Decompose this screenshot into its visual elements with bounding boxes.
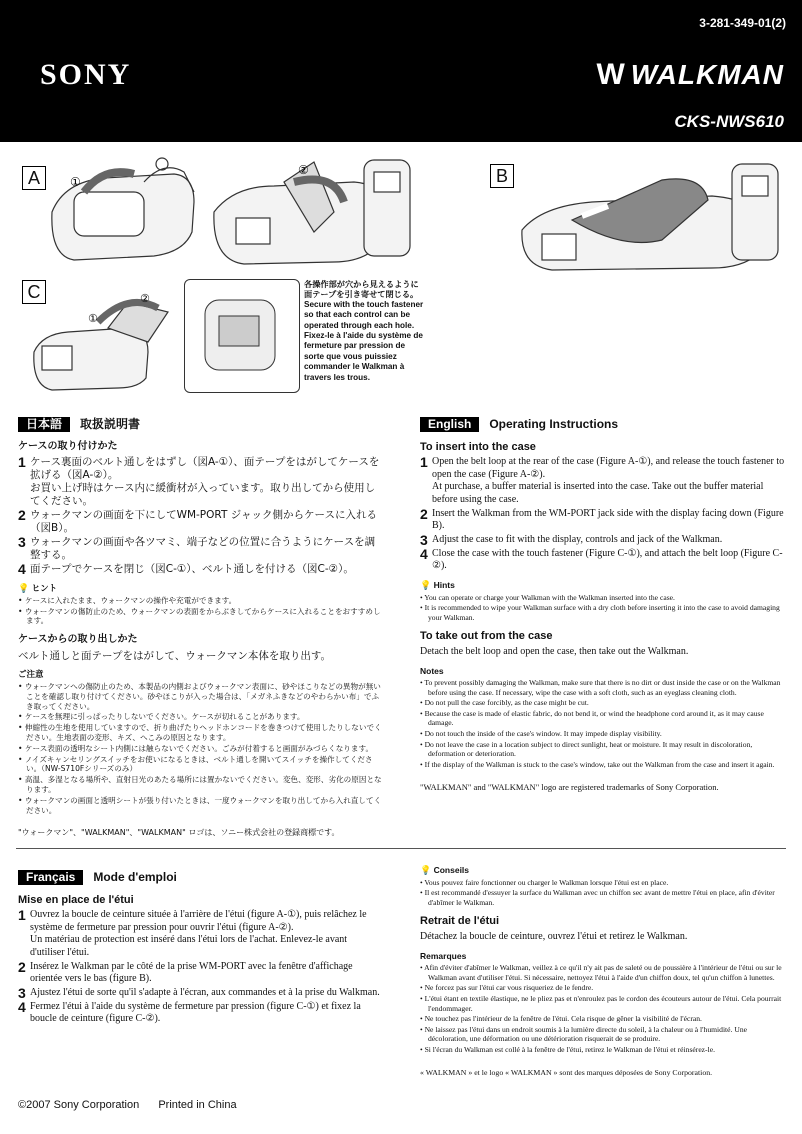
note-line: Fixez-le à l'aide du système de [304,331,423,341]
en-step-2: 2 Insert the Walkman from the WM-PORT jack side with the display facing down (Figure B). [420,505,784,532]
list-item: • To prevent possibly damaging the Walkman, make sure that there is no dirt or dust inside the case or on the Walkman before using the case. If necessary, wipe the case with a soft cloth, such as an eyeglass cleaning cloth. [420,678,781,697]
jp-step-3: 3 ウォークマンの画面や各ツマミ、端子などの位置に合うようにケースを調整する。 [18,534,376,562]
lightbulb-icon: 💡 [420,865,432,875]
note-line: Secure with the touch fastener [304,299,424,309]
fr-trademark: « WALKMAN » et le logo « WALKMAN » sont des marques déposées de Sony Corporation. [420,1067,713,1077]
french-section [18,870,384,1027]
fr-notes-list [420,963,786,1054]
japanese-badge: 日本語 [18,417,70,432]
en-notes-list [420,678,786,769]
figure-c-detail-box [184,279,300,393]
figure-c-note [304,279,434,383]
copyright: ©2007 Sony Corporation [18,1099,140,1111]
list-item: • ノイズキャンセリングスイッチをお使いになるときは、ベルト通しを開いてスイッチを操作してください。（NW-S710Fシリーズのみ） [18,754,373,774]
french-notes-section [420,864,786,1079]
jp-caution-heading: ご注意 [18,669,44,680]
step-1-mark: ① [70,175,81,189]
note-line: commander le Walkman à [304,362,405,372]
header-banner [0,0,802,142]
list-item: • 伸縮性の生地を使用していますので、折り曲げたりヘッドホンコードを巻きつけて使用したりしないでください。生地表面の変形、キズ、へこみの原因となります。 [18,723,382,742]
list-item: • You can operate or charge your Walkman with the Walkman inserted into the case. [420,592,675,602]
list-item: • ウォークマンの傷防止のため、ウォークマンの表面をからぶきしてからケースに入れることをおすすめします。 [18,606,381,626]
list-item: • ウォークマンへの傷防止のため、本製品の内側およびウォークマン表面に、砂やほこりなどの異物が無いことを確認し取り付けてください。砂やほこりが入った場合は、「メガネふきなどのやわらかい布」でふき取ってください。 [18,681,381,711]
figure-c-illustration [28,282,180,392]
english-section [420,417,786,794]
section-divider [16,848,786,849]
figure-a-illustration [44,152,474,276]
lightbulb-icon: 💡 [420,579,432,590]
jp-insert-heading: ケースの取り付けかた [18,440,118,452]
note-line: 各操作部が穴から見えるように [304,279,419,289]
list-item: • Afin d'éviter d'abîmer le Walkman, veillez à ce qu'il n'y ait pas de saleté ou de poussière à l'intérieur de l'étui ou sur le Walkman avant d'utiliser l'étui. Si nécessaire, nettoyez l'étui à l'aide d'un chiffon doux, tel qu'un chiffon à lunettes. [420,963,782,982]
fr-step-1: 1 Ouvrez la boucle de ceinture située à l'arrière de l'étui (figure A-①), puis relâchez le système de fermeture par pression pour ouvrir l'étui (figure A-②). Un matériau de protection est inséré dans l'étui lors de l'achat. Enlevez-le avant d'utiliser l'étui. [18,907,367,958]
list-item: • ケース表面の透明なシート内側には触らないでください。ごみが付着すると画面がみづらくなります。 [18,743,374,753]
list-item: • If the display of the Walkman is stuck to the case's window, take out the Walkman from the case and insert it again. [420,759,775,769]
fr-step-3: 3 Ajustez l'étui de sorte qu'il s'adapte à l'écran, aux commandes et à la prise du Walkman. [18,984,380,1001]
jp-remove-heading: ケースからの取り出しかた [18,634,138,646]
figure-label-b: B [490,164,514,188]
list-item: • ケースを無理に引っぱったりしないでください。ケースが切れることがあります。 [18,712,305,722]
fr-remove-text: Détachez la boucle de ceinture, ouvrez l'étui et retirez le Walkman. [420,930,688,942]
list-item: • Do not leave the case in a location subject to direct sunlight, heat or moisture. It may result in discoloration, deformation or deterioration. [420,739,753,759]
jp-remove-text: ベルト通しと面テープをはがして、ウォークマン本体を取り出す。 [18,649,332,662]
jp-hint-heading: 💡 ヒント [18,583,58,594]
list-item: • Because the case is made of elastic fabric, do not bend it, or wind the headphone cord around it, as it may cause damage. [420,708,764,728]
sony-logo: SONY [40,58,132,91]
walkman-logo [596,58,784,92]
french-title: Mode d'emploi [93,870,177,884]
fr-step-4: 4 Fermez l'étui à l'aide du système de fermeture par pression (figure C-①) et fixez la boucle de ceinture (figure C-②). [18,998,361,1025]
jp-step-4: 4 面テープでケースを閉じ（図C-①）、ベルト通しを付ける（図C-②）。 [18,561,354,578]
jp-step-1: 1 ケース裏面のベルト通しをはずし（図A-①）、面テープをはがしてケースを拡げる（図A-②）。 お買い上げ時はケース内に緩衝材が入っています。取り出してから使用してください。 [18,454,380,508]
list-item: • Ne touchez pas l'intérieur de la fenêtre de l'étui. Cela risque de gêner la visibilité de l'écran. [420,1014,702,1024]
list-item: • Si l'écran du Walkman est collé à la fenêtre de l'étui, retirez le Walkman de l'étui et réinsérez-le. [420,1044,715,1054]
fr-hints-list [420,878,786,908]
footer [18,1099,253,1111]
walkman-wordmark: WALKMAN [630,59,784,90]
list-item: • L'étui étant en textile élastique, ne le pliez pas et n'enroulez pas le cordon des écouteurs autour de l'étui. Cela pourrait l'endommager. [420,993,782,1013]
lightbulb-icon: 💡 [18,583,30,594]
en-remove-heading: To take out from the case [420,630,553,643]
en-hints-list [420,593,786,623]
jp-step-2: 2 ウォークマンの画面を下にしてWM-PORT ジャック側からケースに入れる（図B）。 [18,507,377,535]
step-c1-mark: ① [88,312,98,325]
fr-hint-heading: 💡 Conseils [420,865,470,875]
fr-insert-heading: Mise en place de l'étui [18,893,134,906]
step-c2-mark: ② [140,292,150,305]
note-line: operated through each hole. [304,320,415,330]
touch-fastener-detail-icon [185,280,299,392]
japanese-section [18,417,384,840]
list-item: • Vous pouvez faire fonctionner ou charger le Walkman lorsque l'étui est en place. [420,877,669,887]
en-hint-heading: 💡 Hints [420,579,455,590]
en-remove-text: Detach the belt loop and open the case, then take out the Walkman. [420,645,689,657]
en-step-4: 4 Close the case with the touch fastener (Figure C-①), and attach the belt loop (Figure C-②). [420,545,783,572]
french-badge: Français [18,870,83,885]
figure-b-illustration [512,150,792,274]
en-notes-heading: Notes [420,665,444,676]
en-step-1: 1 Open the belt loop at the rear of the case (Figure A-①), and release the touch fastener to open the case (Figure A-②). At purchase, a buffer material is inserted into the case. Take out the buffer material before using the case. [420,454,785,505]
fr-notes-heading: Remarques [420,950,467,961]
jp-cautions-list [18,682,384,815]
note-line: travers les trous. [304,372,370,382]
fr-step-2: 2 Insérez le Walkman par le côté de la prise WM-PORT avec la fenêtre d'affichage orientée vers le bas (figure B). [18,958,353,985]
list-item: • It is recommended to wipe your Walkman surface with a dry cloth before inserting it into the case to avoid damaging your Walkman. [420,603,780,622]
note-line: fermeture par pression de [304,341,406,351]
list-item: • Ne forcez pas sur l'étui car vous risqueriez de le fendre. [420,983,594,993]
list-item: • Do not touch the inside of the case's window. It may impede display visibility. [420,729,662,739]
note-line: 面テープを引き寄せて閉じる。 [304,289,419,300]
list-item: • ケースに入れたまま、ウォークマンの操作や充電ができます。 [18,595,237,605]
english-title: Operating Instructions [489,417,619,431]
walkman-w-mark-icon: W [596,58,625,91]
note-line: so that each control can be [304,310,411,320]
jp-trademark: "ウォークマン"、"WALKMAN"、"WALKMAN" ロゴは、ソニー株式会社の登録商標です。 [18,828,340,838]
en-insert-heading: To insert into the case [420,440,536,453]
list-item: • Il est recommandé d'essuyer la surface du Walkman avec un chiffon sec avant de mettre l'étui en place, afin d'éviter d'abîmer le Walkman. [420,888,775,907]
note-line: sorte que vous puissiez [304,351,397,361]
japanese-title: 取扱説明書 [80,417,141,431]
en-trademark: "WALKMAN" and "WALKMAN" logo are registered trademarks of Sony Corporation. [420,782,719,793]
fr-remove-heading: Retrait de l'étui [420,915,500,928]
list-item: • Do not pull the case forcibly, as the case might be cut. [420,698,589,708]
figure-label-c: C [22,280,46,304]
model-number: CKS-NWS610 [674,112,784,131]
document-number: 3-281-349-01(2) [699,16,786,30]
list-item: • 高温、多湿となる場所や、直射日光のあたる場所には置かないでください。変色、変形、劣化の原因となります。 [18,775,382,794]
en-step-3: 3 Adjust the case to fit with the display, controls and jack of the Walkman. [420,531,723,548]
english-badge: English [420,417,479,432]
printed-in: Printed in China [158,1099,237,1111]
figure-label-a: A [22,166,46,190]
list-item: • Ne laissez pas l'étui dans un endroit soumis à la lumière directe du soleil, à la chaleur ou à l'humidité. Une décoloration, une déformation ou une détérioration risquerait de se produire. [420,1024,747,1044]
list-item: • ウォークマンの画面と透明シートが張り付いたときは、一度ウォークマンを取り出してから入れ直してください。 [18,795,382,815]
jp-hints-list [18,596,384,626]
step-2-mark: ② [298,163,309,177]
